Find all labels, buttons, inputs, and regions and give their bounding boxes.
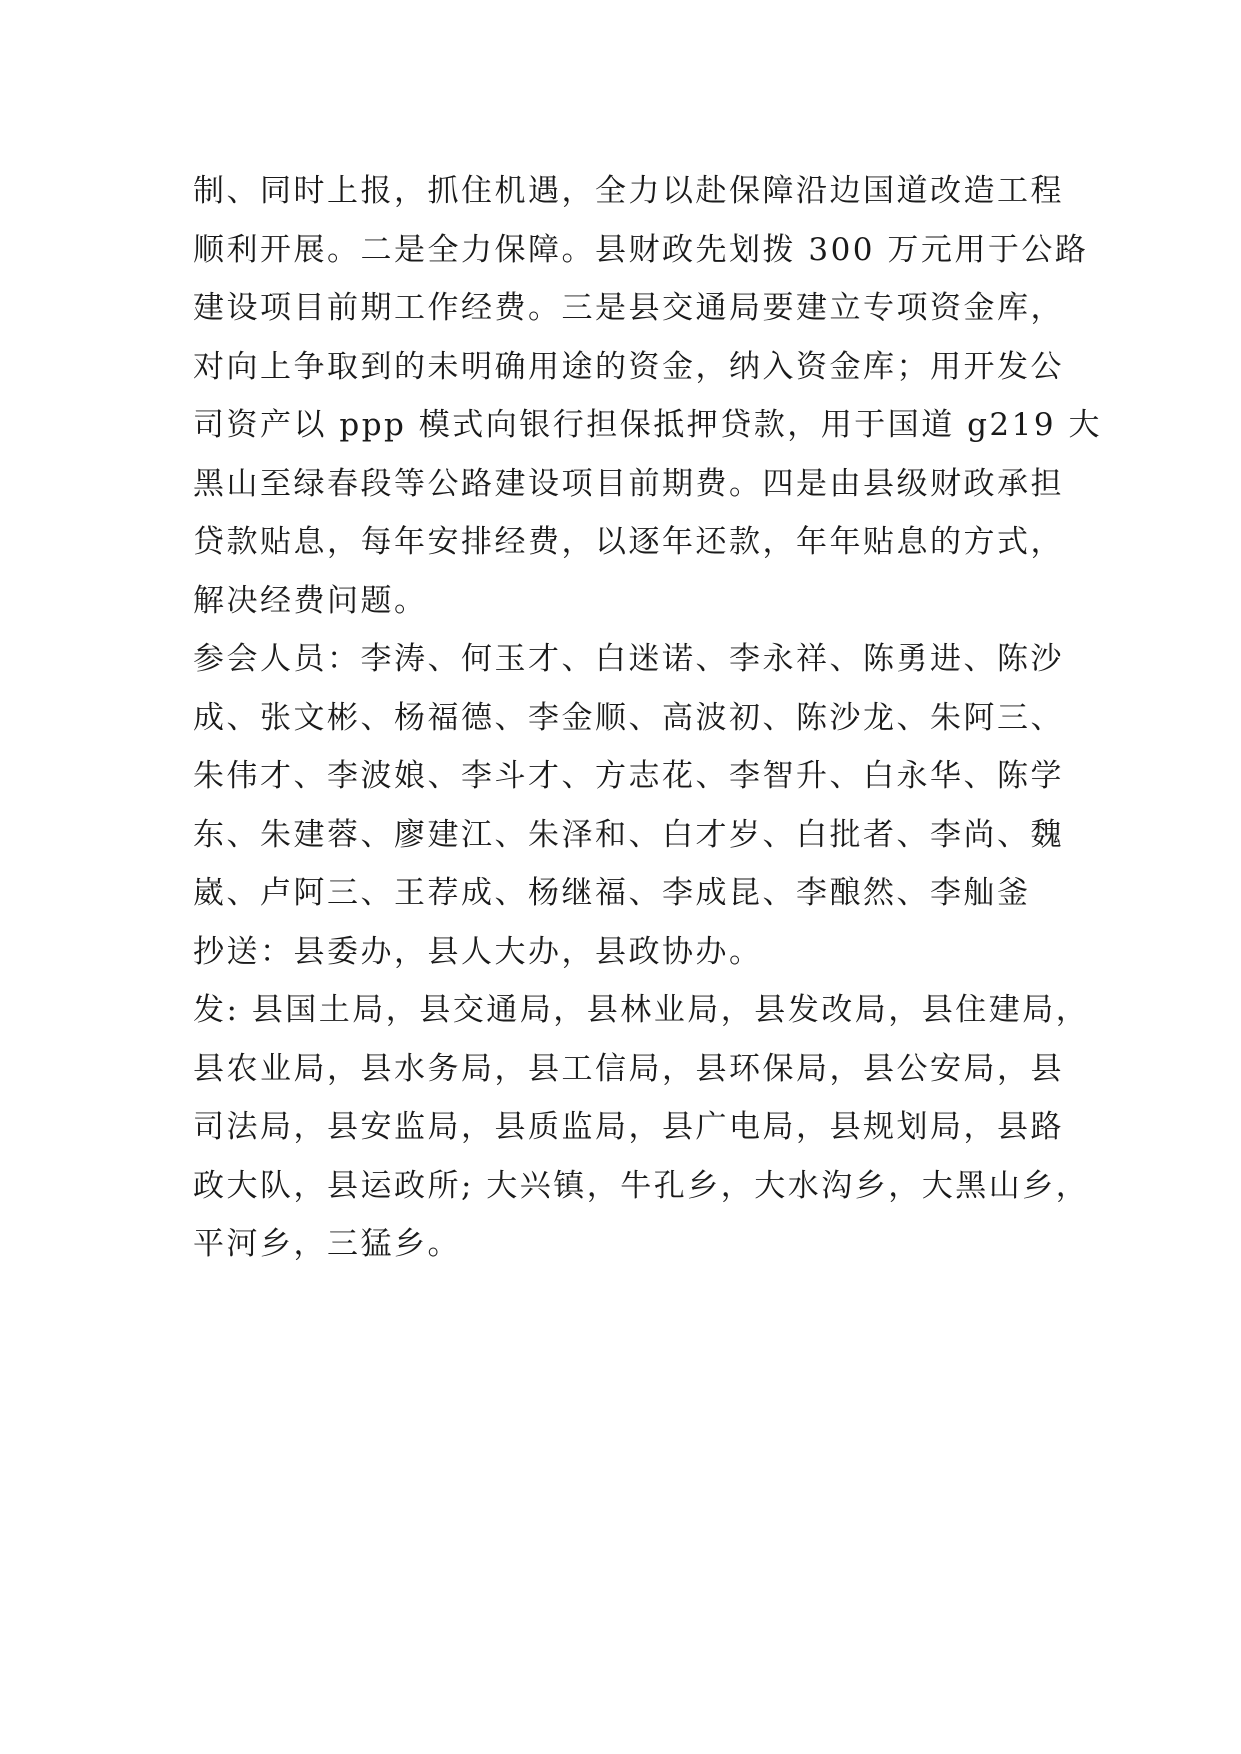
attendees-line: 朱伟才、李波娘、李斗才、方志花、李智升、白永华、陈学 (193, 758, 1064, 794)
text-line: 黑山至绿春段等公路建设项目前期费。四是由县级财政承担 (193, 465, 1064, 502)
distribution-line: 司法局，县安监局，县质监局，县广电局，县规划局，县路 (193, 1109, 1064, 1145)
text-line: 对向上争取到的未明确用途的资金，纳入资金库；用开发公 (193, 348, 1064, 385)
text-line: 贷款贴息，每年安排经费，以逐年还款，年年贴息的方式， (193, 524, 1064, 560)
attendees-line: 东、朱建蓉、廖建江、朱泽和、白才岁、白批者、李尚、魏 (193, 816, 1064, 853)
distribution-line: 平河乡，三猛乡。 (193, 1226, 461, 1262)
distribution-line: 政大队，县运政所; 大兴镇，牛孔乡，大水沟乡，大黑山乡， (193, 1167, 1090, 1204)
text-line: 解决经费问题。 (193, 582, 428, 619)
cc-line: 抄送：县委办，县人大办，县政协办。 (193, 933, 763, 970)
attendees-line: 参会人员：李涛、何玉才、白迷诺、李永祥、陈勇进、陈沙 (193, 641, 1064, 677)
document-body (193, 162, 1102, 1274)
attendees-line: 成、张文彬、杨福德、李金顺、高波初、陈沙龙、朱阿三、 (193, 699, 1064, 736)
attendees-line: 崴、卢阿三、王荐成、杨继福、李成昆、李酿然、李舢釜 (193, 875, 1031, 911)
text-line: 制、同时上报，抓住机遇，全力以赴保障沿边国道改造工程 (193, 173, 1064, 209)
text-line: 建设项目前期工作经费。三是县交通局要建立专项资金库， (193, 290, 1064, 326)
distribution-line: 县农业局，县水务局，县工信局，县环保局，县公安局，县 (193, 1050, 1064, 1087)
text-line: 顺利开展。二是全力保障。县财政先划拨 300 万元用于公路 (193, 231, 1089, 268)
text-line: 司资产以 ppp 模式向银行担保抵押贷款，用于国道 g219 大 (193, 407, 1102, 443)
distribution-line: 发: 县国土局，县交通局，县林业局，县发改局，县住建局， (193, 992, 1090, 1028)
